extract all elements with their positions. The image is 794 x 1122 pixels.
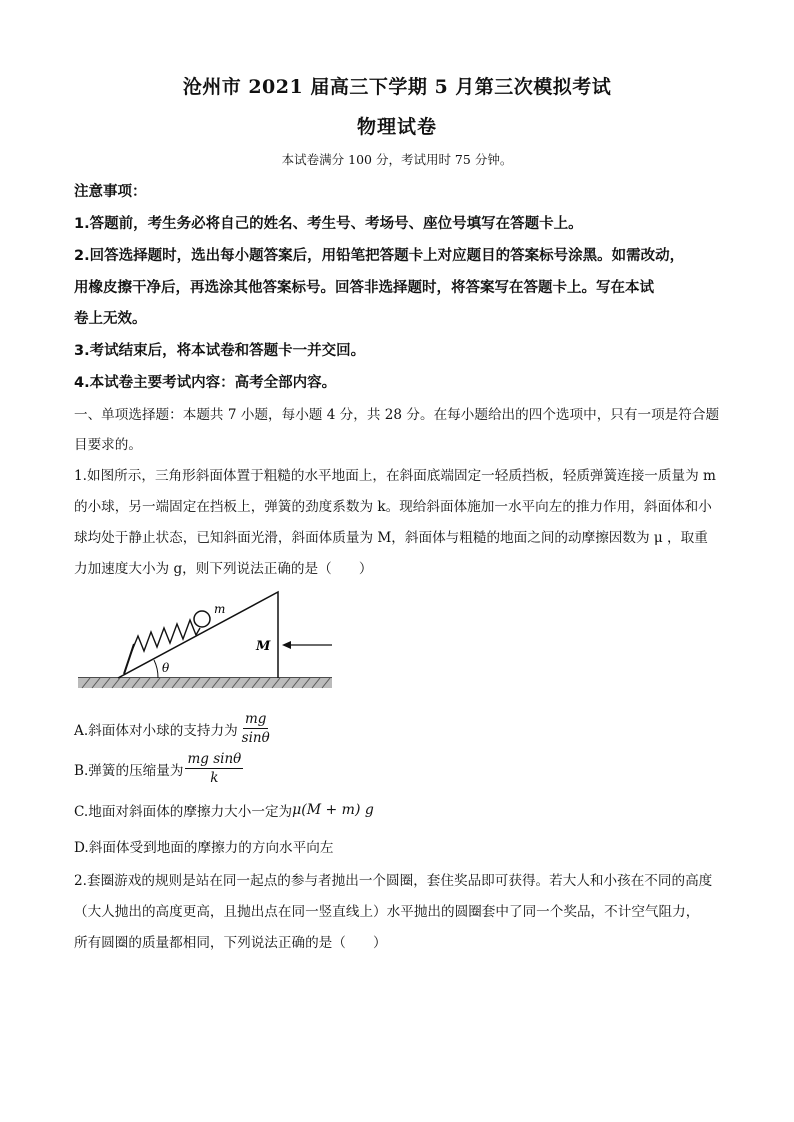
question-2-line-3: 所有圆圈的质量都相同，下列说法正确的是（ ） xyxy=(74,935,387,951)
option-c-text: C.地面对斜面体的摩擦力大小一定为 xyxy=(74,804,293,820)
ground-hatching xyxy=(78,678,332,688)
note-item-3: 3.考试结束后，将本试卷和答题卡一并交回。 xyxy=(74,343,366,359)
option-b-fraction xyxy=(185,750,243,787)
option-a-numerator: mg xyxy=(244,711,267,727)
option-b-numerator: mg sinθ xyxy=(187,751,242,767)
question-2-line-1: 2.套圈游戏的规则是站在同一起点的参与者抛出一个圆圈，套住奖品即可获得。若大人和小孩在不同的高度 xyxy=(74,873,713,889)
option-b-denominator: k xyxy=(210,770,219,786)
option-a-text: A.斜面体对小球的支持力为 xyxy=(74,722,238,739)
theta-label: θ xyxy=(162,661,170,675)
question-1-line-3: 球均处于静止状态，已知斜面光滑，斜面体质量为 M，斜面体与粗糙的地面之间的动摩擦因数为 μ ，取重 xyxy=(74,530,708,546)
question-2-line-2: （大人抛出的高度更高，且抛出点在同一竖直线上）水平抛出的圆圈套中了同一个奖品，不计空气阻力， xyxy=(74,904,700,920)
option-a xyxy=(74,710,272,747)
incline-mass-label: M xyxy=(256,639,271,654)
option-c-formula: μ(M + m) g xyxy=(292,802,374,818)
section-1-instructions-line-2: 目要求的。 xyxy=(74,437,142,453)
exam-subject-title: 物理试卷 xyxy=(356,116,437,138)
exam-title: 沧州市 2021 届高三下学期 5 月第三次模拟考试 xyxy=(182,76,612,98)
note-item-4: 4.本试卷主要考试内容：高考全部内容。 xyxy=(74,375,337,391)
question-1-line-1: 1.如图所示，三角形斜面体置于粗糙的水平地面上，在斜面底端固定一轻质挡板，轻质弹簧连接一质量为 m xyxy=(74,468,716,484)
push-force-arrowhead xyxy=(282,641,291,649)
note-item-2-line-1: 2.回答选择题时，选出每小题答案后，用铅笔把答题卡上对应题目的答案标号涂黑。如需改动， xyxy=(74,248,685,264)
option-b xyxy=(74,750,243,787)
ball xyxy=(194,611,210,627)
spring xyxy=(131,620,200,653)
incline-triangle xyxy=(118,592,278,678)
incline-diagram xyxy=(74,588,336,698)
angle-arc xyxy=(154,660,158,678)
option-a-denominator: sinθ xyxy=(241,730,270,746)
option-c xyxy=(74,800,374,820)
note-item-2-line-3: 卷上无效。 xyxy=(74,311,147,327)
option-b-text: B.弹簧的压缩量为 xyxy=(74,762,184,779)
question-1-line-4: 力加速度大小为 g，则下列说法正确的是（ ） xyxy=(74,561,373,577)
note-item-2-line-2: 用橡皮擦干净后，再选涂其他答案标号。回答非选择题时，将答案写在答题卡上。写在本试 xyxy=(74,280,654,296)
section-1-instructions-line-1: 一、单项选择题：本题共 7 小题，每小题 4 分，共 28 分。在每小题给出的四个选项中，只有一项是符合题 xyxy=(74,407,720,423)
option-d-text: D.斜面体受到地面的摩擦力的方向水平向左 xyxy=(74,840,334,856)
option-d xyxy=(74,836,333,856)
option-a-fraction xyxy=(240,710,272,747)
ball-mass-label: m xyxy=(214,602,226,616)
note-item-1: 1.答题前，考生务必将自己的姓名、考生号、考场号、座位号填写在答题卡上。 xyxy=(74,216,583,232)
question-1-line-2: 的小球，另一端固定在挡板上，弹簧的劲度系数为 k。现给斜面体施加一水平向左的推力作用，斜面体和小 xyxy=(74,499,712,515)
notes-heading: 注意事项： xyxy=(74,184,147,200)
exam-info: 本试卷满分 100 分，考试用时 75 分钟。 xyxy=(281,152,513,167)
